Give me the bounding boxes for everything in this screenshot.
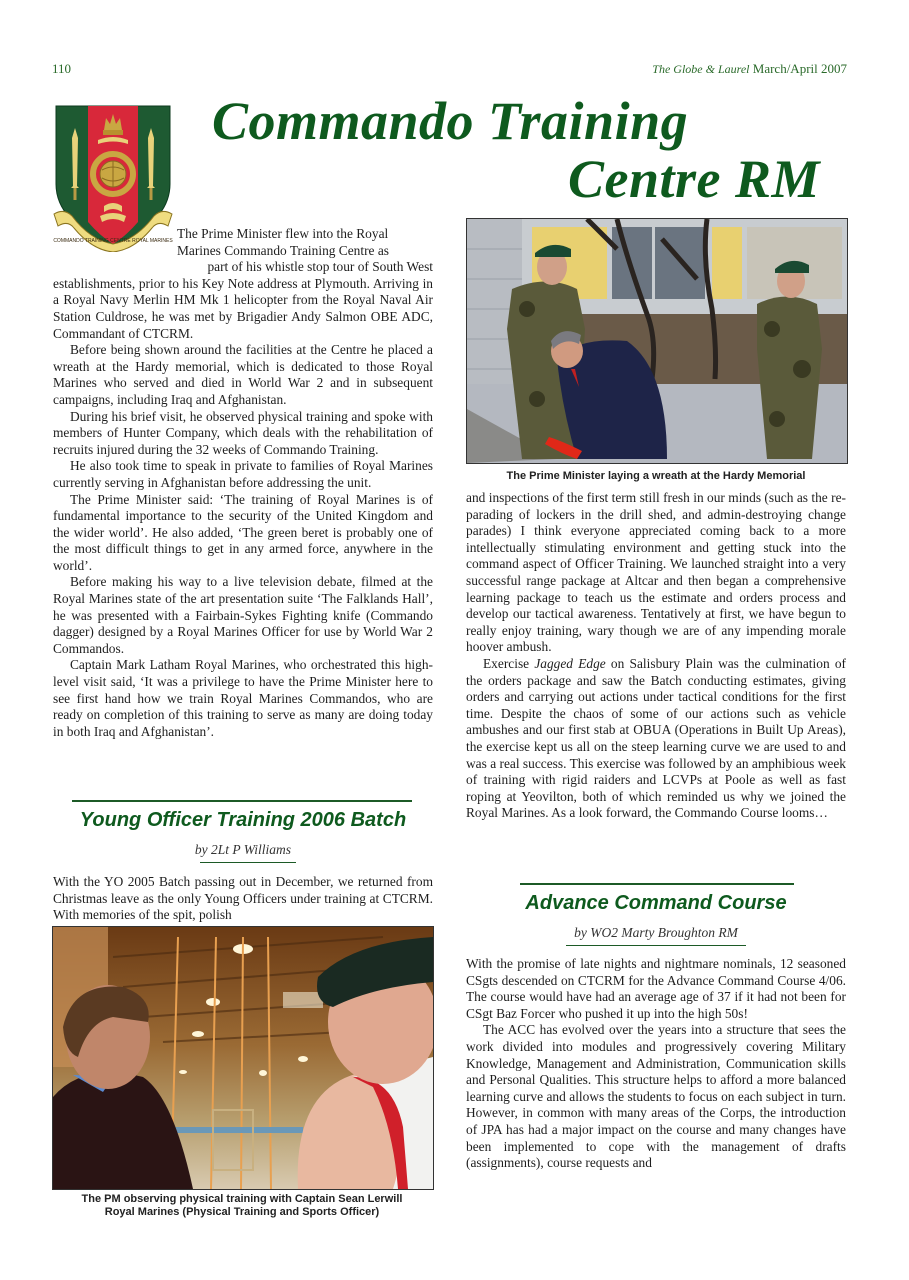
section-heading-yo: Young Officer Training 2006 Batch [79,809,407,831]
paragraph: He also took time to speak in private to families of Royal Marines currently serving in Afghanistan before addressing the unit. [53,458,433,490]
paragraph: With the YO 2005 Batch passing out in December, we returned from Christmas leave as the only Young Officers under training at CTCRM. With memories of the spit, polish [53,874,433,923]
paragraph [466,656,846,822]
byline-divider [566,945,746,946]
publication-name: The Globe & Laurel [652,62,750,76]
article-title-line1: Commando Training [212,91,689,151]
paragraph: establishments, prior to his Key Note address at Plymouth. Arriving in a Royal Navy Merlin HM Mk 1 helicopter from the Royal Naval Air Station Culdrose, he was met by Brigadier Andy Salmon OBE ADC, Commandant of CTCRM. [53,275,433,341]
intro-line-3 [53,259,433,276]
issue-date: March/April 2007 [752,61,847,76]
yo-body-start [53,874,433,924]
paragraph: With the promise of late nights and nightmare nominals, 12 seasoned CSgts descended on CTCRM for the Advance Command Course 4/06. The course would have had an average age of 37 if it had not been for CSgt Baz Forcer who pushed it up into the high 50s! [466,956,846,1021]
paragraph: The Prime Minister said: ‘The training of Royal Marines is of fundamental importance to the security of the United Kingdom and the wider world’. He also added, ‘The green beret is probably one of the most difficult things to get in any armed force, anywhere in the world’. [53,491,433,573]
paragraph: During his brief visit, he observed physical training and spoke with members of Hunter Company, which deals with the rehabilitation of recruits injured during the 32 weeks of Commando Training. [53,408,433,457]
caption-line: Royal Marines (Physical Training and Sports Officer) [104,1206,380,1218]
section-divider [72,800,412,802]
photo-pm-physical-training [52,926,434,1190]
paragraph: The ACC has evolved over the years into a structure that sees the work divided into modules and progressively covering Military Knowledge, Management and Administration, Communication skills and Personal Qualities. This structure helps to afford a more balanced learning curve and allows the students to focus on each subject in turn. However, in common with many areas of the Corps, the introduction of JPA has had a major impact on the course and many changes have been implemented to cope with the management of drafts (assignments), course requests and [466,1022,846,1171]
exercise-name: Jagged Edge [534,655,606,671]
paragraph: Before making his way to a live television debate, filmed at the Royal Marines state of the art presentation suite ‘The Falklands Hall’, he was presented with a Fairbain-Sykes Fighting knife (Commando dagger) designed by a Royal Marines Officer for use by World War 2 Commandos. [53,574,433,656]
caption-line: The PM observing physical training with Captain Sean Lerwill [81,1193,403,1205]
paragraph: and inspections of the first term still fresh in our minds (such as the re-parading of lockers in the drill shed, and admin-destroying change parades) I think everyone appreciated coming back to a more intellectually stimulating environment and getting stuck into the command aspect of Officer Training. We launched straight into a very successful range package at Altcar and then began a comprehensive learning package to teach us the estimate and orders process and develop our tactical awareness. Tentatively at first, we have begun to really enjoy training, wary though we are of any impending morale hoover ambush. [466,490,846,655]
byline-yo: by 2Lt P Williams [194,842,292,857]
byline-divider [200,862,296,863]
running-header [652,61,847,77]
intro-line: The Prime Minister flew into the Royal [177,226,389,241]
page-number: 110 [52,61,72,76]
article-body-left [53,226,433,740]
section-heading-acc: Advance Command Course [525,892,787,914]
byline-acc: by WO2 Marty Broughton RM [574,925,738,940]
intro-lines [53,226,433,259]
section-divider [520,883,794,885]
paragraph: Before being shown around the facilities at the Centre he placed a wreath at the Hardy memorial, which is dedicated to those Royal Marines who served and died in World War 2 and in subsequent campaigns, including Iraq and Afghanistan. [53,342,433,407]
text-run: Exercise [483,655,535,671]
intro-line: part of his whistle stop tour of South West [207,259,433,275]
paragraph: Captain Mark Latham Royal Marines, who orchestrated this high-level visit said, ‘It was a privilege to have the Prime Minister here to see first hand how we train Royal Marines Commandos, who are ready on completion of this training to serve as many are doing today in both Iraq and Afghanistan’. [53,657,433,739]
photo-caption-wreath: The Prime Minister laying a wreath at the Hardy Memorial [506,470,806,482]
photo-wreath-laying [466,218,848,464]
article-title-line2: Centre RM [568,149,821,209]
acc-body [466,956,846,1172]
svg-text:COMMANDO TRAINING CENTRE ROYAL: COMMANDO TRAINING CENTRE ROYAL MARINES [53,238,173,244]
photo-caption-pt [52,1193,432,1219]
text-run: on Salisbury Plain was the culmination of the orders package and saw the Batch conducting estimates, giving orders and carrying out actions under tactical conditions for the first time. Despite the chaos of some of our actions such as vehicle ambushes and our first stab at OBUA (Operations in Built Up Areas), the exercise kept us all on the steep learning curve we are used to and was a real success. This exercise was followed by an amphibious week of training with rigid raiders and LCVPs at Poole as well as fast roping at Yeovilton, both of which reminded us why we joined the Royal Marines. As a look forward, the Commando Course looms… [466,655,847,821]
yo-body-continued [466,490,846,822]
intro-line: Marines Commando Training Centre as [177,242,390,258]
